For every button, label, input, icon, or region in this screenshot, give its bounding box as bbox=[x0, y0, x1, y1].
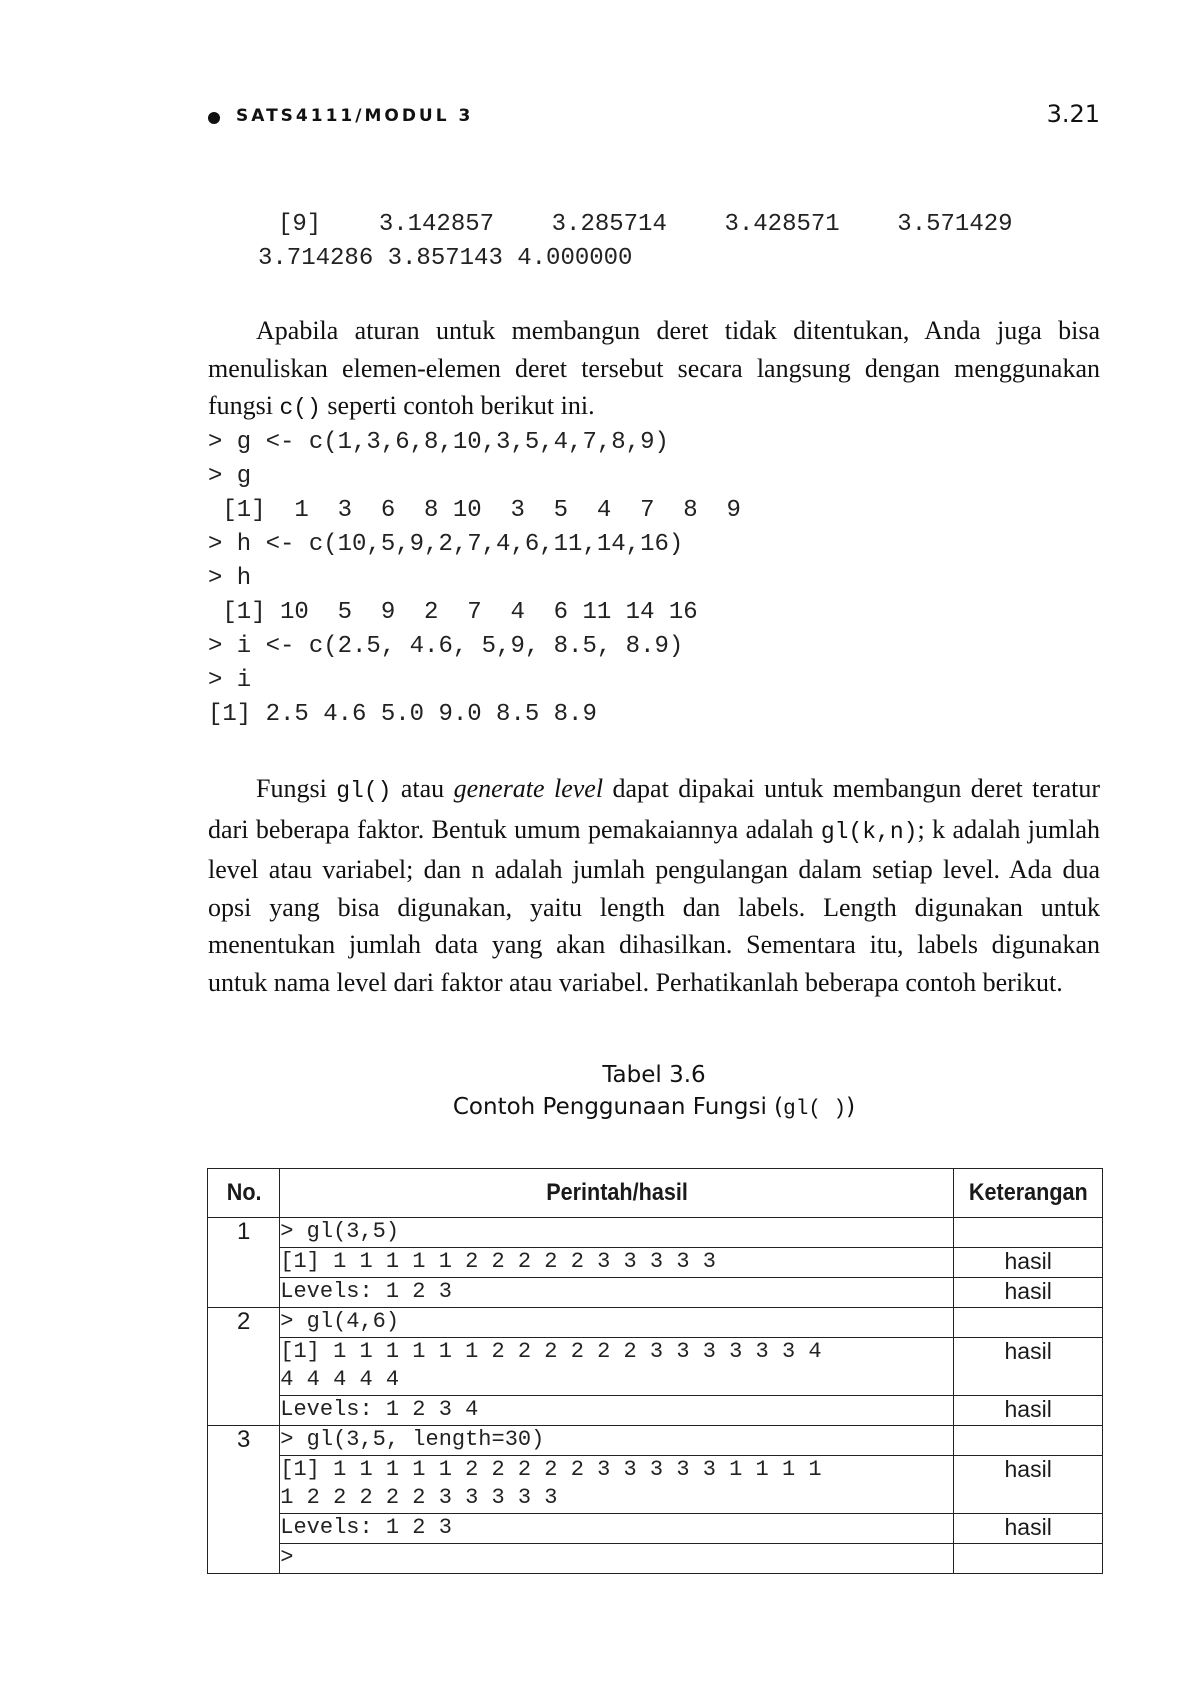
result-cell: [1] 1 1 1 1 1 1 2 2 2 2 2 2 3 3 3 3 3 3 4 4 4 4 4 4 bbox=[280, 1338, 954, 1396]
code-line: > i bbox=[208, 667, 252, 694]
code-line: > g bbox=[208, 463, 252, 490]
gl-example-table bbox=[207, 1168, 1103, 1574]
paragraph-gl bbox=[208, 770, 1100, 1001]
keterangan-cell bbox=[954, 1426, 1103, 1456]
code-line: > i <- c(2.5, 4.6, 5,9, 8.5, 8.9) bbox=[208, 633, 684, 660]
header-command: Perintah/hasil bbox=[313, 1169, 920, 1218]
table-row bbox=[208, 1514, 1103, 1544]
paragraph-text: Fungsi bbox=[256, 774, 337, 803]
code-output-line: [9] 3.142857 3.285714 3.428571 3.571429 bbox=[278, 211, 1013, 238]
keterangan-cell: hasil bbox=[954, 1248, 1103, 1278]
table-row bbox=[208, 1544, 1103, 1574]
row-number: 3 bbox=[208, 1426, 280, 1574]
table-row bbox=[208, 1456, 1103, 1514]
keterangan-cell: hasil bbox=[954, 1278, 1103, 1308]
inline-code: gl() bbox=[336, 778, 392, 804]
table-row bbox=[208, 1278, 1103, 1308]
table-caption-title bbox=[208, 1094, 1100, 1121]
command-cell: > gl(3,5, length=30) bbox=[280, 1426, 954, 1456]
table-row bbox=[208, 1218, 1103, 1248]
result-cell: [1] 1 1 1 1 1 2 2 2 2 2 3 3 3 3 3 1 1 1 1 1 2 2 2 2 2 3 3 3 3 3 bbox=[280, 1456, 954, 1514]
keterangan-cell bbox=[954, 1544, 1103, 1574]
table-header-row bbox=[208, 1169, 1103, 1218]
command-cell: > gl(4,6) bbox=[280, 1308, 954, 1338]
keterangan-cell bbox=[954, 1218, 1103, 1248]
caption-code: gl( ) bbox=[783, 1098, 847, 1121]
table-row bbox=[208, 1248, 1103, 1278]
keterangan-cell: hasil bbox=[954, 1338, 1103, 1396]
page-header bbox=[208, 100, 1100, 140]
paragraph-intro bbox=[208, 312, 1100, 428]
row-number: 2 bbox=[208, 1308, 280, 1426]
table-row bbox=[208, 1426, 1103, 1456]
code-output-line: 3.714286 3.857143 4.000000 bbox=[258, 245, 633, 272]
inline-code: c() bbox=[279, 395, 321, 421]
paragraph-text: atau bbox=[391, 774, 454, 803]
keterangan-cell bbox=[954, 1308, 1103, 1338]
paragraph-text: Apabila aturan untuk membangun deret tidak ditentukan, Anda juga bisa menuliskan elemen-elemen deret tersebut secara langsung dengan menggunakan fungsi bbox=[208, 316, 1100, 420]
code-line: > g <- c(1,3,6,8,10,3,5,4,7,8,9) bbox=[208, 429, 669, 456]
code-line: [1] 10 5 9 2 7 4 6 11 14 16 bbox=[208, 599, 698, 626]
result-cell: [1] 1 1 1 1 1 2 2 2 2 2 3 3 3 3 3 bbox=[280, 1248, 954, 1278]
header-no: No. bbox=[211, 1169, 276, 1218]
caption-text: ) bbox=[846, 1094, 856, 1120]
table-row bbox=[208, 1338, 1103, 1396]
emphasis-text: generate level bbox=[453, 774, 604, 803]
keterangan-cell: hasil bbox=[954, 1396, 1103, 1426]
prompt-cell: > bbox=[280, 1544, 954, 1574]
page-number: 3.21 bbox=[1046, 100, 1100, 128]
code-line: [1] 2.5 4.6 5.0 9.0 8.5 8.9 bbox=[208, 701, 597, 728]
inline-code: gl(k,n) bbox=[820, 818, 918, 845]
module-title: SATS4111/MODUL 3 bbox=[236, 106, 474, 126]
levels-cell: Levels: 1 2 3 bbox=[280, 1278, 954, 1308]
table-caption-number: Tabel 3.6 bbox=[602, 1062, 706, 1088]
code-line: > h <- c(10,5,9,2,7,4,6,11,14,16) bbox=[208, 531, 684, 558]
keterangan-cell: hasil bbox=[954, 1456, 1103, 1514]
code-line: [1] 1 3 6 8 10 3 5 4 7 8 9 bbox=[208, 497, 741, 524]
header-keterangan: Keterangan bbox=[961, 1169, 1095, 1218]
row-number: 1 bbox=[208, 1218, 280, 1308]
caption-text: Contoh Penggunaan Fungsi ( bbox=[452, 1094, 784, 1120]
paragraph-text: seperti contoh berikut ini. bbox=[320, 391, 595, 420]
bullet-icon bbox=[208, 112, 220, 124]
paragraph-text: ; k adalah jumlah level atau variabel; dan n adalah jumlah pengulangan dalam setiap level. Ada dua opsi yang bisa digunakan, yaitu length dan labels. Length digunakan untuk menentukan jumlah data yang akan dihasilkan. Sementara itu, labels digunakan untuk nama level dari faktor atau variabel. Perhatikanlah beberapa contoh berikut. bbox=[208, 814, 1100, 997]
levels-cell: Levels: 1 2 3 4 bbox=[280, 1396, 954, 1426]
table-row bbox=[208, 1396, 1103, 1426]
table-row bbox=[208, 1308, 1103, 1338]
paragraph-text: dapat dipakai untuk membangun deret teratur dari beberapa faktor. Bentuk umum pemakaiannya adalah bbox=[208, 774, 1100, 844]
levels-cell: Levels: 1 2 3 bbox=[280, 1514, 954, 1544]
command-cell: > gl(3,5) bbox=[280, 1218, 954, 1248]
code-line: > h bbox=[208, 565, 252, 592]
keterangan-cell: hasil bbox=[954, 1514, 1103, 1544]
